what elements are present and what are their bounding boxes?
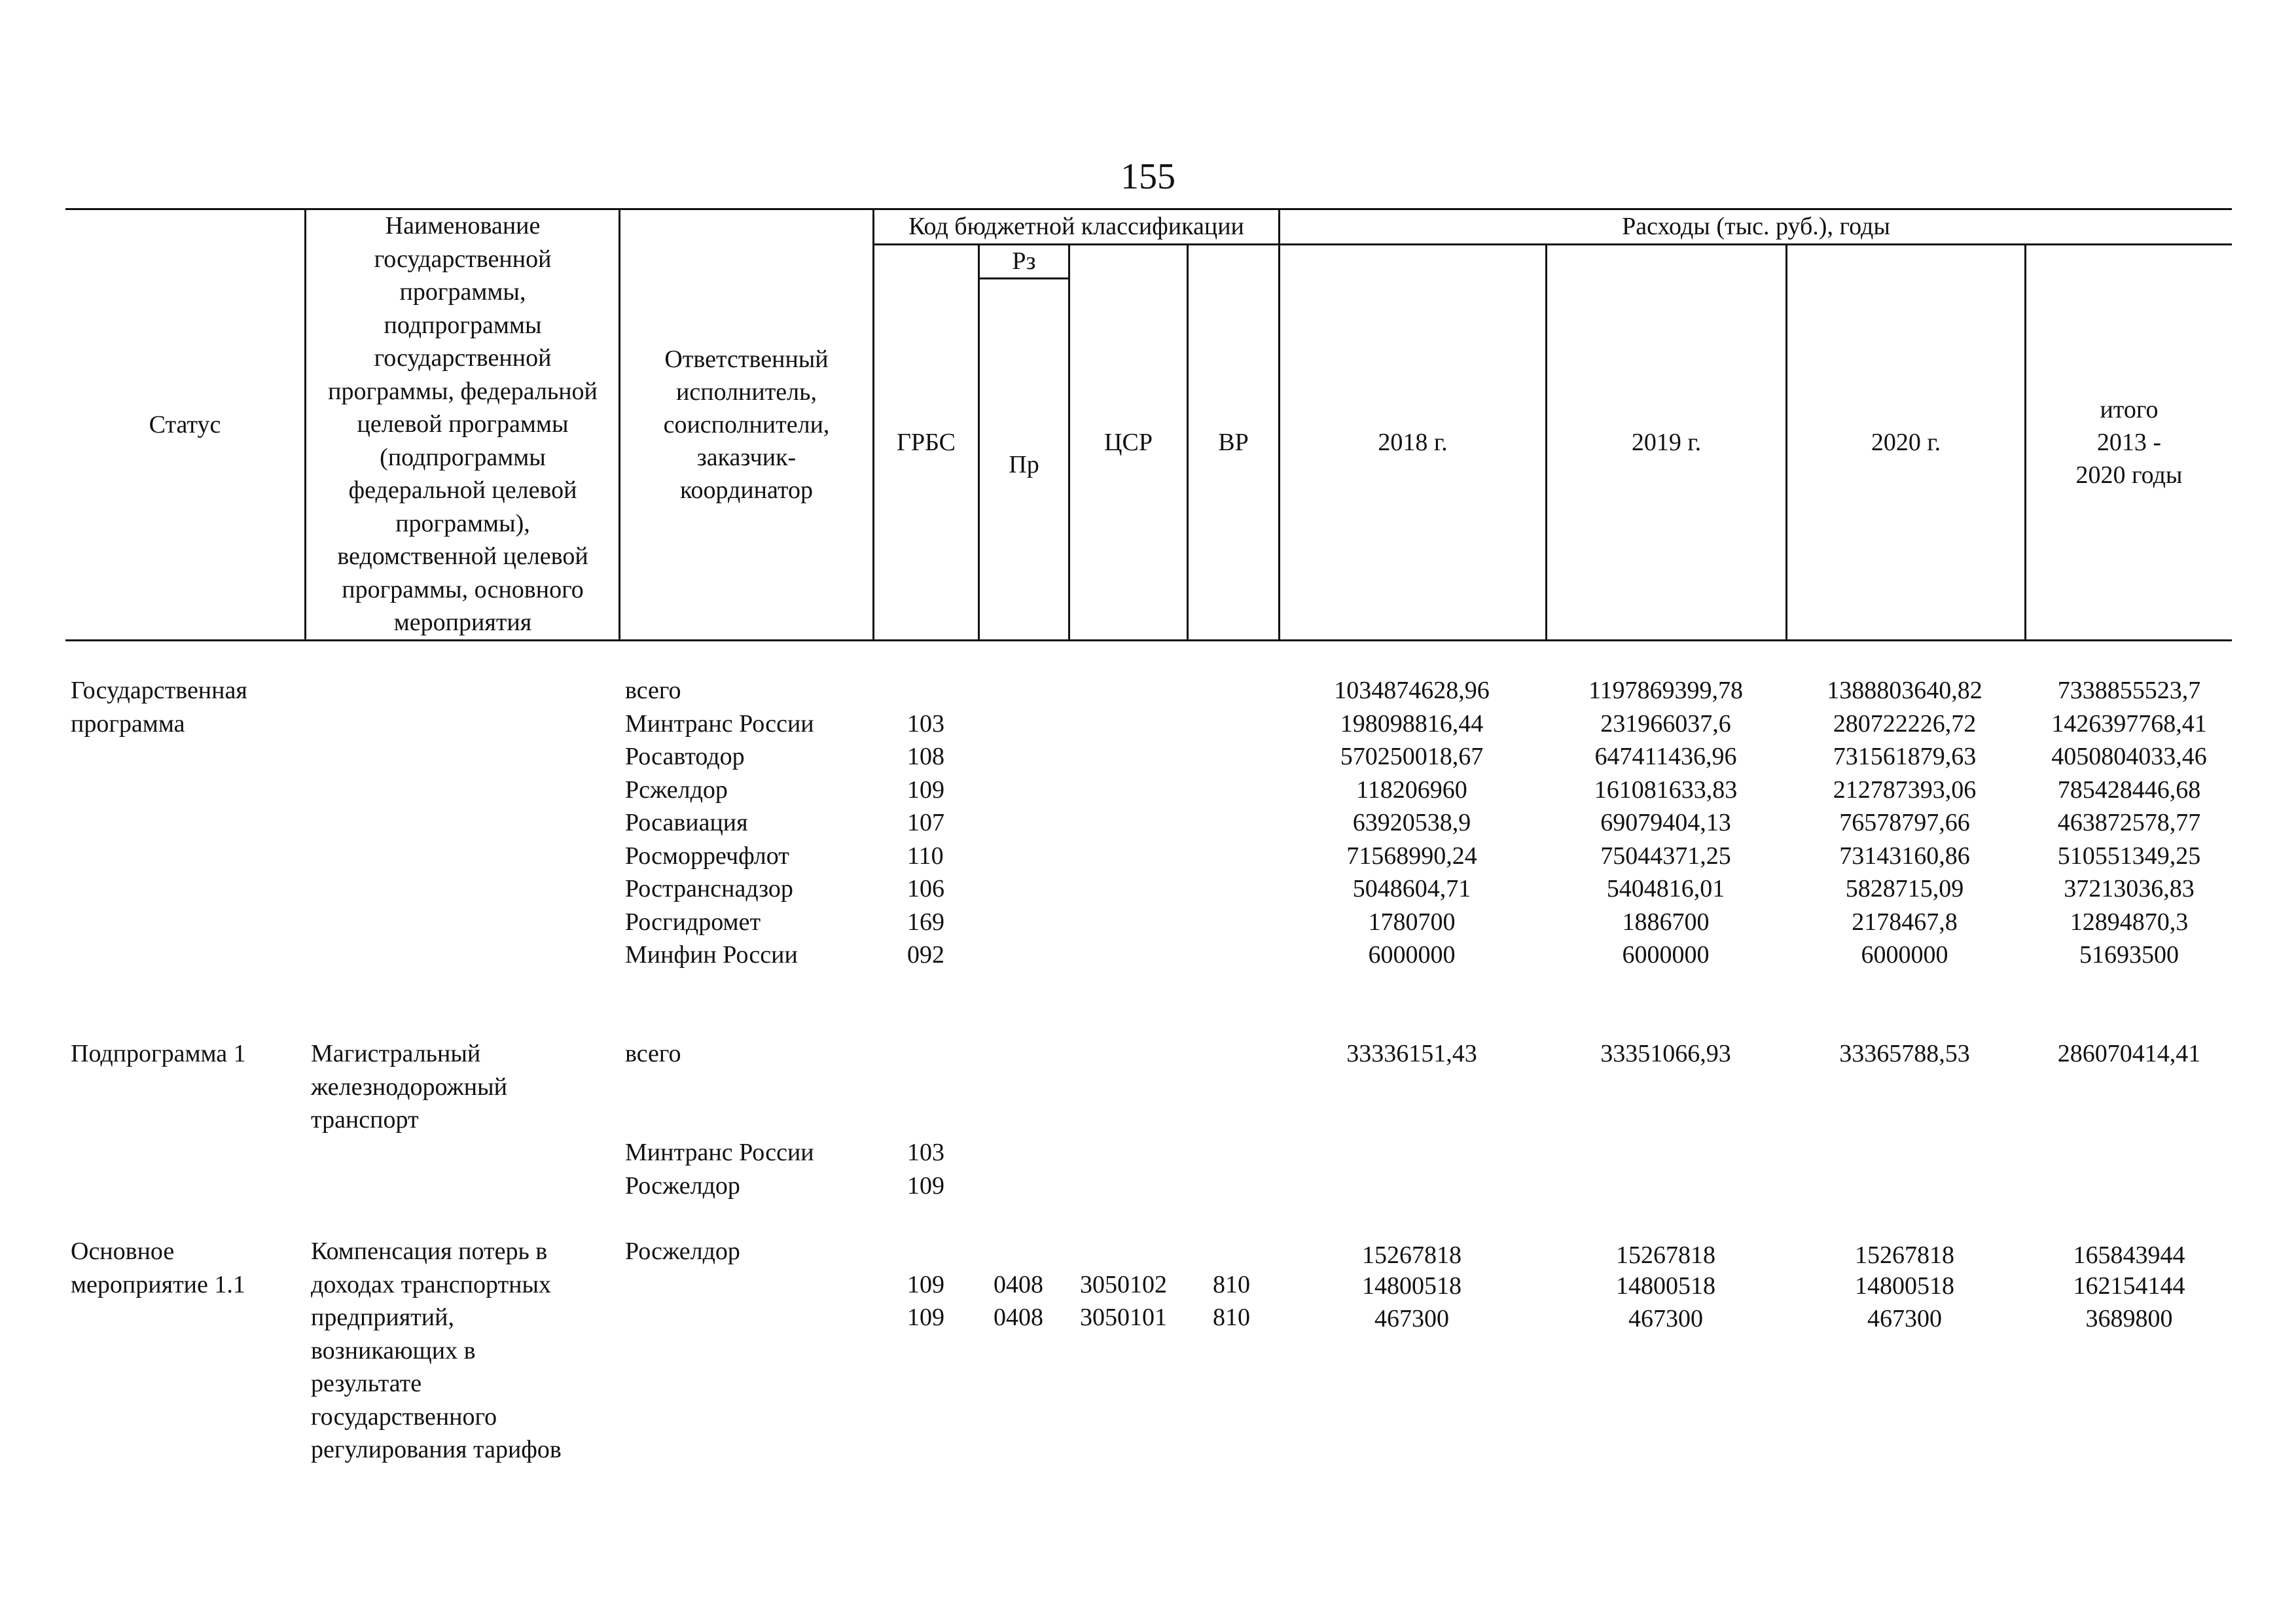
header-year-2020: 2020 г. (1871, 428, 1941, 456)
table-row: Росжелдор 15267818 15267818 15267818 165843944 (625, 1238, 2185, 1269)
header-year-2019: 2019 г. (1631, 428, 1702, 456)
header-pr: Пр (1009, 451, 1039, 478)
table-row: всего 1034874628,96 1197869399,78 1388803640,82 7338855523,7 (625, 677, 2201, 704)
header-status: Статус (149, 410, 221, 438)
header-name: Наименование государственной программы, подпрограммы государственной программы, федеральной целевой программы (подпрограммы федеральной целевой программы), ведомственной целевой программы, основного мероприятия (328, 212, 598, 636)
header-rz: Рз (1012, 247, 1036, 275)
sp1-name: Магистральный железнодорожный транспорт (311, 1040, 508, 1133)
header-executor: Ответственный исполнитель, соисполнители, заказчик- координатор (663, 345, 830, 504)
table-row: Минтранс России 103 198098816,44 231966037,6 280722226,72 1426397768,41 (625, 709, 2207, 738)
header-grbs: ГРБС (896, 428, 956, 456)
table-row: Рсжелдор 109 118206960 161081633,83 212787393,06 785428446,68 (625, 776, 2201, 804)
table-row: Росавиация 107 63920538,9 69079404,13 76578797,66 463872578,77 (625, 809, 2201, 836)
table-row: Ространснадзор 106 5048604,71 5404816,01 5828715,09 37213036,83 (625, 875, 2195, 902)
table-row: Росжелдор 109 (625, 1171, 944, 1200)
om-name: Компенсация потерь в доходах транспортных предприятий, возникающих в результате государственного регулирования тарифов (311, 1238, 562, 1463)
table-row: Минтранс России 103 (625, 1139, 944, 1166)
gp-status: Государственная программа (71, 677, 247, 738)
sp1-status: Подпрограмма 1 (71, 1040, 246, 1067)
header-expenses: Расходы (тыс. руб.), годы (1622, 213, 1890, 240)
table-row: всего 33336151,43 33351066,93 33365788,53 286070414,41 (625, 1040, 2201, 1067)
header-budget-code: Код бюджетной классификации (908, 213, 1244, 240)
table-row: Росавтодор 108 570250018,67 647411436,96 731561879,63 4050804033,46 (625, 743, 2207, 770)
header-total: итого 2013 - 2020 годы (2075, 395, 2183, 489)
header-vr: ВР (1218, 428, 1249, 456)
header-year-2018: 2018 г. (1378, 428, 1448, 456)
header-bottom-border (65, 639, 2232, 641)
table-row: Росморречфлот 110 71568990,24 75044371,25 73143160,86 510551349,25 (625, 842, 2201, 870)
page-number: 155 (1121, 156, 1175, 197)
table-row: Росгидромет 169 1780700 1886700 2178467,8 12894870,3 (625, 908, 2189, 936)
table-row: Минфин России 092 6000000 6000000 6000000 51693500 (625, 941, 2179, 969)
table-row: 109 0408 3050101 810 467300 467300 467300 3689800 (907, 1304, 2173, 1332)
rz-divider (978, 277, 1068, 279)
header-csr: ЦСР (1104, 428, 1153, 456)
table-row: 109 0408 3050102 810 14800518 14800518 14800518 162154144 (907, 1270, 2185, 1300)
om-status: Основное мероприятие 1.1 (71, 1238, 245, 1298)
